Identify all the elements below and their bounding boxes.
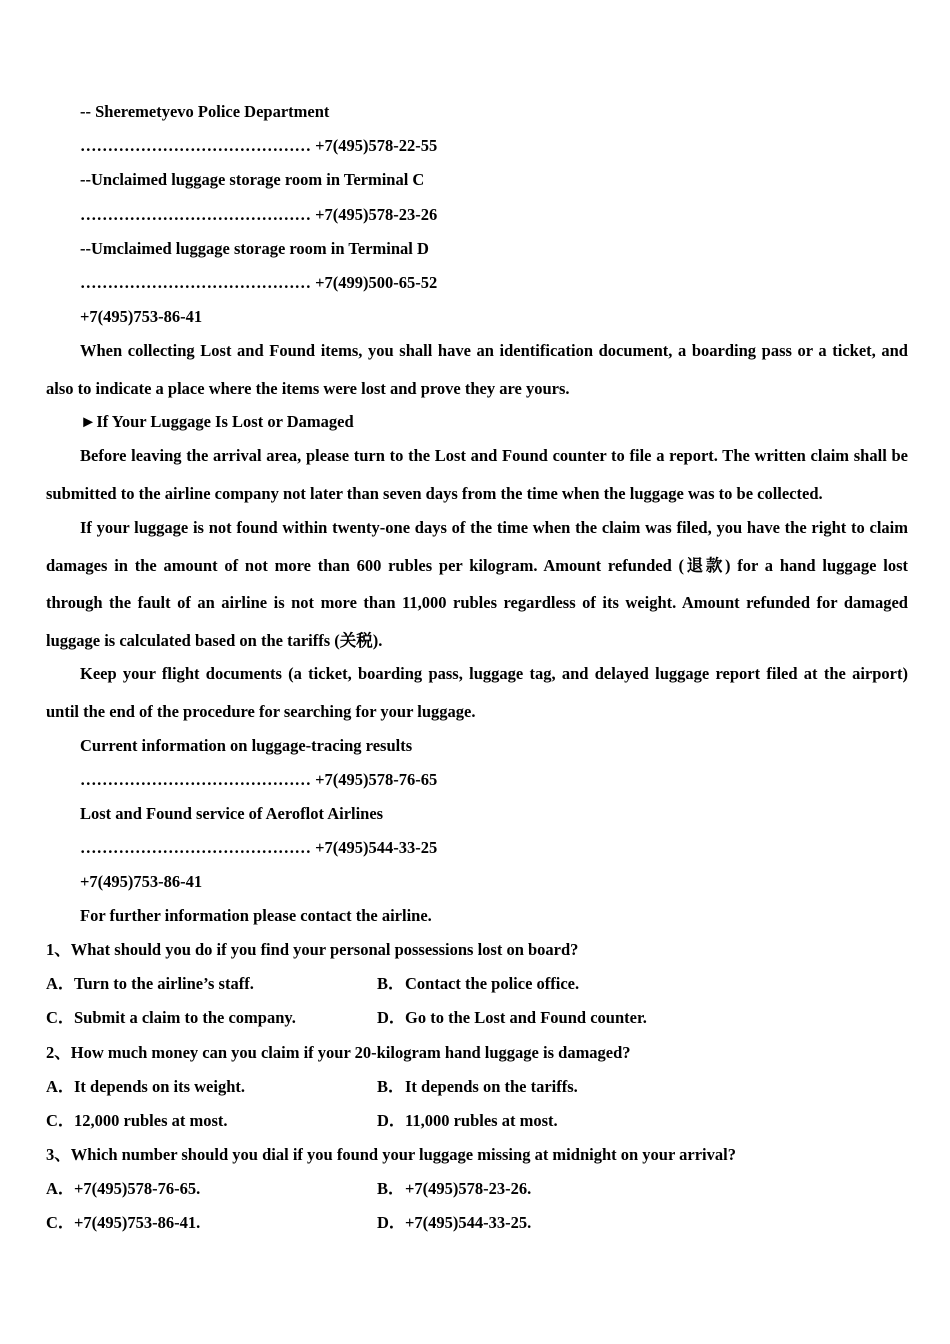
question-2-option-a[interactable] <box>46 1076 245 1098</box>
paragraph-before-leaving-text: Before leaving the arrival area, please turn to the Lost and Found counter to file a report. The written claim shall be submitted to the airline company not later than seven days from the time when the luggage was to be collected. <box>46 446 908 503</box>
option-letter: D． <box>377 1008 406 1027</box>
option-letter: B． <box>377 1077 405 1096</box>
option-text: +7(495)578-76-65. <box>74 1179 201 1198</box>
option-letter: D． <box>377 1111 406 1130</box>
extra-phone-bottom: +7(495)753-86-41 <box>80 872 203 891</box>
terminal-d-label: --Umclaimed luggage storage room in Terminal D <box>80 239 429 258</box>
paragraph-not-found-text: If your luggage is not found within twenty-one days of the time when the claim was filed, you have the right to claim damages in the amount of not more than 600 rubles per kilogram. Amount refunded (退款) for a hand luggage lost through the fault of an airline is not more than 11,000 rubles regardless of its weight. Amount refunded for damaged luggage is calculated based on the tariffs (关税). <box>46 518 908 650</box>
further-info: For further information please contact the airline. <box>80 906 432 925</box>
option-letter: D． <box>377 1213 406 1232</box>
paragraph-not-found <box>46 509 908 659</box>
terminal-c-phone: …………………………………… +7(495)578-23-26 <box>80 205 438 224</box>
police-label: -- Sheremetyevo Police Department <box>80 102 330 121</box>
extra-phone-top: +7(495)753-86-41 <box>80 307 203 326</box>
question-1-option-a[interactable] <box>46 973 254 995</box>
option-letter: A． <box>46 1179 75 1198</box>
option-text: Go to the Lost and Found counter. <box>405 1008 647 1027</box>
option-letter: B． <box>377 1179 405 1198</box>
question-3-option-a[interactable] <box>46 1178 200 1200</box>
option-text: Turn to the airline’s staff. <box>74 974 254 993</box>
paragraph-before-leaving <box>46 437 908 512</box>
option-letter: C． <box>46 1213 75 1232</box>
paragraph-keep-docs-text: Keep your flight documents (a ticket, boarding pass, luggage tag, and delayed luggage report filed at the airport) until the end of the procedure for searching for your luggage. <box>46 664 908 721</box>
question-1-option-b[interactable] <box>377 973 579 995</box>
option-letter: C． <box>46 1111 75 1130</box>
question-2-option-b[interactable] <box>377 1076 578 1098</box>
aeroflot-phone: …………………………………… +7(495)544-33-25 <box>80 838 438 857</box>
option-text: 12,000 rubles at most. <box>74 1111 228 1130</box>
question-3-stem: 3、Which number should you dial if you found your luggage missing at midnight on your arrival? <box>46 1145 736 1164</box>
option-text: +7(495)753-86-41. <box>74 1213 201 1232</box>
option-text: It depends on its weight. <box>74 1077 245 1096</box>
option-text: Submit a claim to the company. <box>74 1008 296 1027</box>
question-2-option-c[interactable] <box>46 1110 228 1132</box>
question-1-stem: 1、What should you do if you find your personal possessions lost on board? <box>46 940 579 959</box>
tracing-label: Current information on luggage-tracing results <box>80 736 413 755</box>
tracing-phone: …………………………………… +7(495)578-76-65 <box>80 770 438 789</box>
police-phone: …………………………………… +7(495)578-22-55 <box>80 136 438 155</box>
question-2-stem: 2、How much money can you claim if your 20-kilogram hand luggage is damaged? <box>46 1043 631 1062</box>
question-3-option-d[interactable] <box>377 1212 531 1234</box>
option-letter: B． <box>377 974 405 993</box>
option-text: Contact the police office. <box>405 974 580 993</box>
option-text: 11,000 rubles at most. <box>405 1111 558 1130</box>
option-letter: C． <box>46 1008 75 1027</box>
option-text: +7(495)578-23-26. <box>405 1179 532 1198</box>
terminal-d-phone: …………………………………… +7(499)500-65-52 <box>80 273 438 292</box>
option-text: +7(495)544-33-25. <box>405 1213 532 1232</box>
question-3-option-c[interactable] <box>46 1212 200 1234</box>
aeroflot-label: Lost and Found service of Aeroflot Airlines <box>80 804 384 823</box>
paragraph-collecting <box>46 332 908 407</box>
question-1-option-d[interactable] <box>377 1007 647 1029</box>
question-2-option-d[interactable] <box>377 1110 558 1132</box>
section-heading: ►If Your Luggage Is Lost or Damaged <box>80 412 354 431</box>
paragraph-keep-docs <box>46 655 908 730</box>
paragraph-collecting-text: When collecting Lost and Found items, you shall have an identification document, a boarding pass or a ticket, and also to indicate a place where the items were lost and prove they are yours. <box>46 341 908 398</box>
option-text: It depends on the tariffs. <box>405 1077 578 1096</box>
question-1-option-c[interactable] <box>46 1007 296 1029</box>
option-letter: A． <box>46 974 75 993</box>
terminal-c-label: --Unclaimed luggage storage room in Terminal C <box>80 170 425 189</box>
question-3-option-b[interactable] <box>377 1178 531 1200</box>
option-letter: A． <box>46 1077 75 1096</box>
